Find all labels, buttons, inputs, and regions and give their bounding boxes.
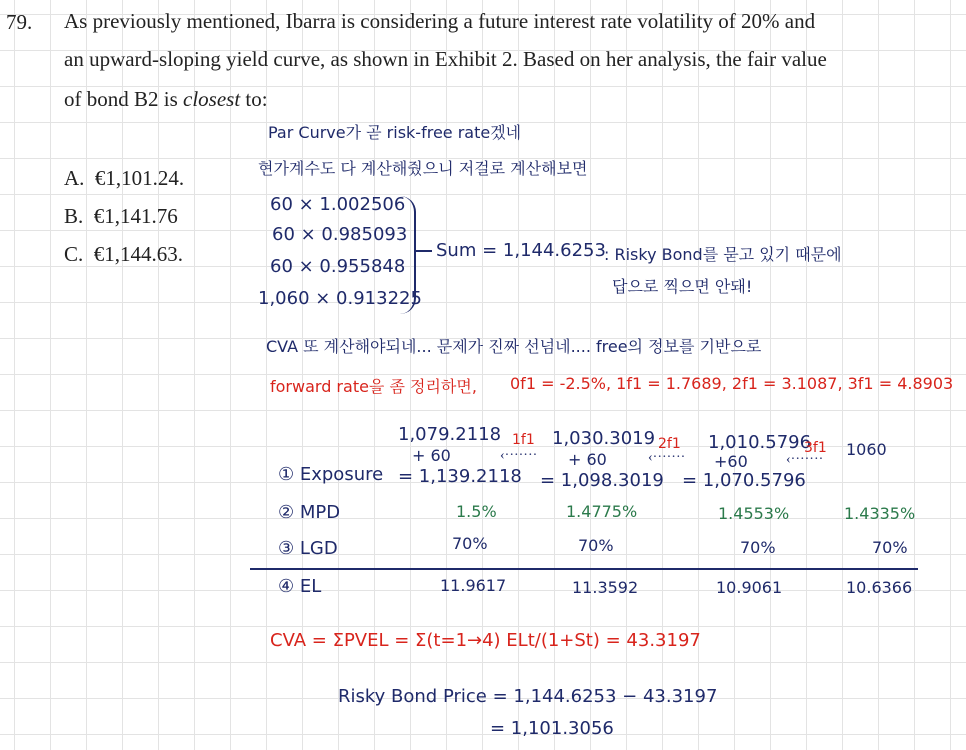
option-b-value: €1,141.76	[93, 204, 178, 228]
dotted-arrow-1: ‹·······	[500, 448, 538, 463]
calc-line-4: 1,060 × 0.913225	[258, 288, 422, 309]
option-c-label: C.	[64, 242, 84, 266]
cva-note: CVA 또 계산해야되네... 문제가 진짜 선넘네.... free의 정보를 기반으로	[266, 337, 762, 356]
question-emphasis: closest	[183, 87, 241, 111]
calc-line-1: 60 × 1.002506	[270, 194, 406, 215]
option-a-label: A.	[64, 166, 85, 190]
plus-year2: + 60	[568, 450, 607, 469]
sum-value: Sum = 1,144.6253	[436, 240, 606, 261]
cva-formula: CVA = ΣPVEL = Σ(t=1→4) ELt/(1+St) = 43.3197	[270, 630, 701, 651]
el-year3: 10.9061	[716, 578, 783, 597]
note-par-curve: Par Curve가 곧 risk-free rate겠네	[268, 123, 522, 142]
risky-price-line-2: = 1,101.3056	[490, 718, 614, 739]
calc-brace	[400, 196, 416, 314]
question-line-3-post: to:	[240, 87, 268, 111]
lgd-year4: 70%	[872, 538, 908, 557]
value-year3: 1,010.5796	[708, 432, 812, 453]
dotted-arrow-3: ‹·······	[786, 452, 824, 467]
f-label-3: 3f1	[804, 440, 827, 456]
lgd-label: ③ LGD	[278, 538, 338, 559]
table-divider	[250, 568, 918, 570]
el-label: ④ EL	[278, 576, 322, 597]
dotted-arrow-2: ‹·······	[648, 450, 686, 465]
plus-year1: + 60	[412, 446, 451, 465]
risky-price-line-1: Risky Bond Price = 1,144.6253 − 43.3197	[338, 686, 718, 707]
value-year4: 1060	[846, 440, 887, 459]
calc-line-2: 60 × 0.985093	[272, 224, 408, 245]
exposure-year2: = 1,098.3019	[540, 470, 664, 491]
forward-label: forward rate을 좀 정리하면,	[270, 377, 477, 396]
question-number: 79.	[6, 10, 33, 34]
option-c-value: €1,144.63.	[93, 242, 184, 266]
value-year1: 1,079.2118	[398, 424, 502, 445]
question-line-2: an upward-sloping yield curve, as shown in Exhibit 2. Based on her analysis, the fair value	[64, 47, 827, 71]
calc-line-3: 60 × 0.955848	[270, 256, 406, 277]
lgd-year1: 70%	[452, 534, 488, 553]
mpd-year4: 1.4335%	[844, 504, 916, 523]
option-a-value: €1,101.24.	[94, 166, 185, 190]
sum-note-2: 답으로 찍으면 안돼!	[612, 277, 753, 296]
f-label-2: 2f1	[658, 436, 681, 452]
el-year2: 11.3592	[572, 578, 639, 597]
el-year4: 10.6366	[846, 578, 913, 597]
question-line-1: As previously mentioned, Ibarra is considering a future interest rate volatility of 20% and	[64, 9, 816, 33]
mpd-year2: 1.4775%	[566, 502, 638, 521]
question-line-3	[64, 80, 268, 118]
mpd-year3: 1.4553%	[718, 504, 790, 523]
plus-year3: +60	[714, 452, 748, 471]
note-discount-factors: 현가계수도 다 계산해줬으니 저걸로 계산해보면	[258, 159, 588, 178]
option-b-label: B.	[64, 204, 84, 228]
f-label-1: 1f1	[512, 432, 535, 448]
forward-values: 0f1 = -2.5%, 1f1 = 1.7689, 2f1 = 3.1087, 3f1 = 4.8903	[510, 374, 954, 393]
sum-note-1: : Risky Bond를 묻고 있기 때문에	[604, 245, 842, 264]
exposure-label: ① Exposure	[278, 464, 384, 485]
el-year1: 11.9617	[440, 576, 507, 595]
question-line-3-pre: of bond B2 is	[64, 87, 184, 111]
sum-arrow	[416, 250, 432, 252]
mpd-label: ② MPD	[278, 502, 341, 523]
option-b	[64, 204, 178, 229]
mpd-year1: 1.5%	[456, 502, 497, 521]
value-year2: 1,030.3019	[552, 428, 656, 449]
exposure-year3: = 1,070.5796	[682, 470, 806, 491]
option-c	[64, 242, 183, 267]
lgd-year2: 70%	[578, 536, 614, 555]
option-a	[64, 166, 184, 191]
lgd-year3: 70%	[740, 538, 776, 557]
exposure-year1: = 1,139.2118	[398, 466, 522, 487]
